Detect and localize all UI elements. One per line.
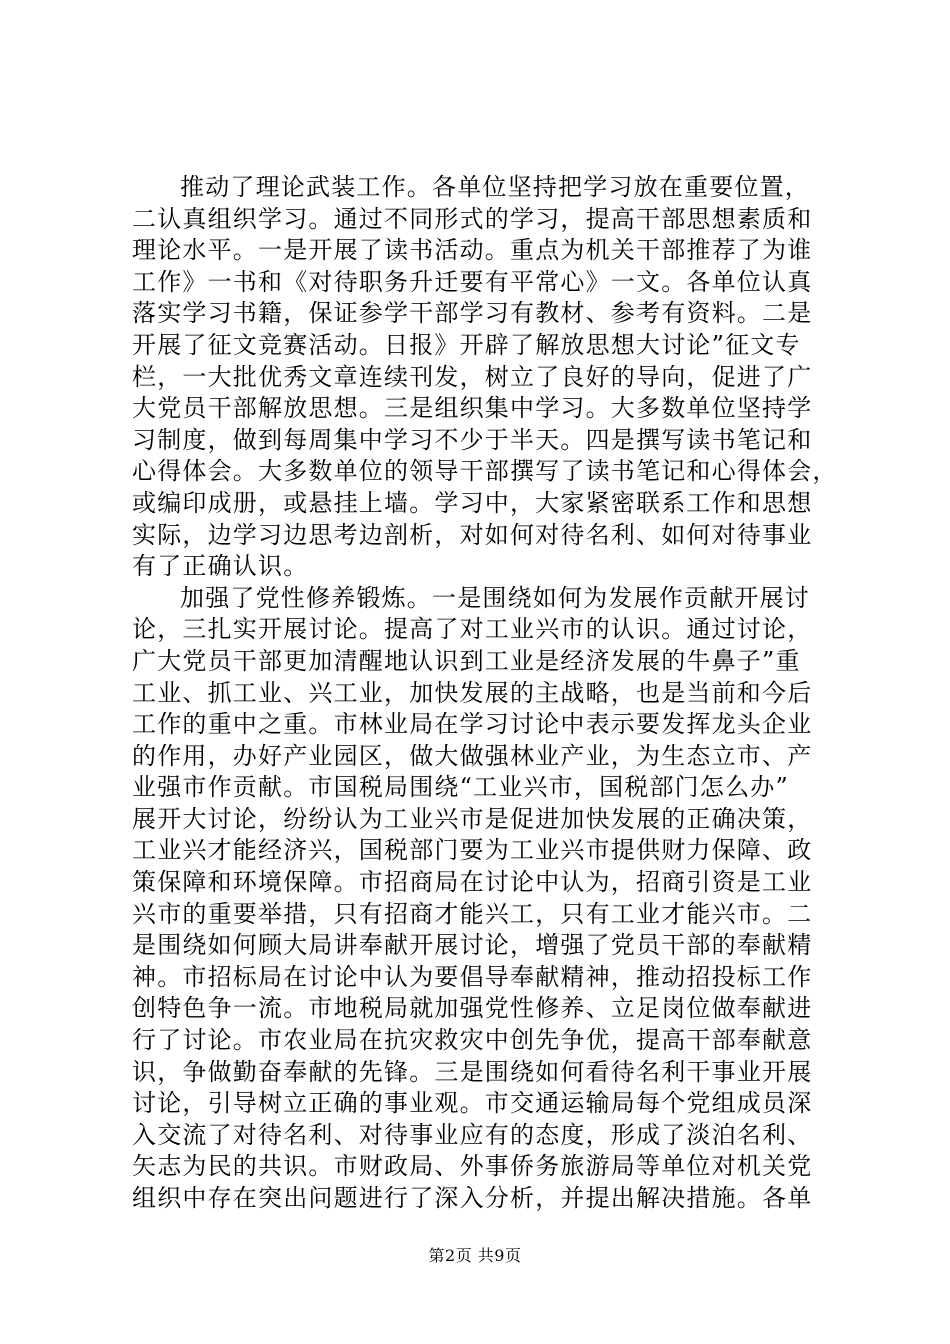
text-line: 栏，一大批优秀文章连续刊发，树立了良好的导向，促进了广	[132, 362, 813, 391]
text-line: 开展了征文竞赛活动。日报》开辟了解放思想大讨论”征文专	[132, 330, 801, 359]
text-line: 创特色争一流。市地税局就加强党性修养、立足岗位做奉献进	[132, 994, 813, 1023]
text-line: 理论水平。一是开展了读书活动。重点为机关干部推荐了为谁	[132, 236, 813, 265]
text-line: 或编印成册，或悬挂上墙。学习中，大家紧密联系工作和思想	[132, 488, 813, 517]
paragraph-2	[132, 583, 832, 1215]
text-line: 展开大讨论，纷纷认为工业兴市是促进加快发展的正确决策，	[132, 804, 813, 833]
text-line: 加强了党性修养锻炼。一是围绕如何为发展作贡献开展讨	[180, 583, 810, 612]
text-line: 实际，边学习边思考边剖析，对如何对待名利、如何对待事业	[132, 520, 813, 549]
text-line: 是围绕如何顾大局讲奉献开展讨论，增强了党员干部的奉献精	[132, 931, 813, 960]
text-line: 大党员干部解放思想。三是组织集中学习。大多数单位坚持学	[132, 394, 813, 423]
text-line: 工业、抓工业、兴工业，加快发展的主战略，也是当前和今后	[132, 678, 813, 707]
text-line: 有了正确认识。	[132, 552, 309, 581]
text-line: 广大党员干部更加清醒地认识到工业是经济发展的牛鼻子”重	[132, 646, 801, 675]
text-line: 的作用，办好产业园区，做大做强林业产业，为生态立市、产	[132, 741, 813, 770]
text-line: 讨论，引导树立正确的事业观。市交通运输局每个党组成员深	[132, 1089, 813, 1118]
text-line: 策保障和环境保障。市招商局在讨论中认为，招商引资是工业	[132, 868, 813, 897]
text-line: 入交流了对待名利、对待事业应有的态度，形成了淡泊名利、	[132, 1120, 813, 1149]
text-line: 推动了理论武装工作。各单位坚持把学习放在重要位置，	[180, 173, 810, 201]
paragraph-1	[132, 172, 838, 583]
text-line: 二认真组织学习。通过不同形式的学习，提高干部思想素质和	[132, 204, 813, 233]
text-line: 业强市作贡献。市国税局围绕“工业兴市，国税部门怎么办”	[132, 773, 789, 802]
text-line: 习制度，做到每周集中学习不少于半天。四是撰写读书笔记和	[132, 425, 813, 454]
text-line: 识，争做勤奋奉献的先锋。三是围绕如何看待名利干事业开展	[132, 1057, 813, 1086]
text-line: 落实学习书籍，保证参学干部学习有教材、参考有资料。二是	[132, 299, 813, 328]
text-line: 工作》一书和《对待职务升迁要有平常心》一文。各单位认真	[132, 267, 813, 296]
text-line: 工业兴才能经济兴，国税部门要为工业兴市提供财力保障、政	[132, 836, 813, 865]
text-line: 行了讨论。市农业局在抗灾救灾中创先争优，提高干部奉献意	[132, 1026, 813, 1055]
text-line: 工作的重中之重。市林业局在学习讨论中表示要发挥龙头企业	[132, 710, 813, 739]
document-body	[132, 172, 838, 1215]
text-line: 心得体会。大多数单位的领导干部撰写了读书笔记和心得体会，	[132, 457, 838, 486]
text-line: 矢志为民的共识。市财政局、外事侨务旅游局等单位对机关党	[132, 1152, 813, 1181]
text-line: 神。市招标局在讨论中认为要倡导奉献精神，推动招投标工作	[132, 962, 813, 991]
page-number-footer: 第2页 共9页	[428, 1246, 522, 1265]
text-line: 组织中存在突出问题进行了深入分析，并提出解决措施。各单	[132, 1184, 813, 1212]
text-line: 兴市的重要举措，只有招商才能兴工，只有工业才能兴市。二	[132, 899, 813, 928]
text-line: 论，三扎实开展讨论。提高了对工业兴市的认识。通过讨论，	[132, 615, 813, 644]
